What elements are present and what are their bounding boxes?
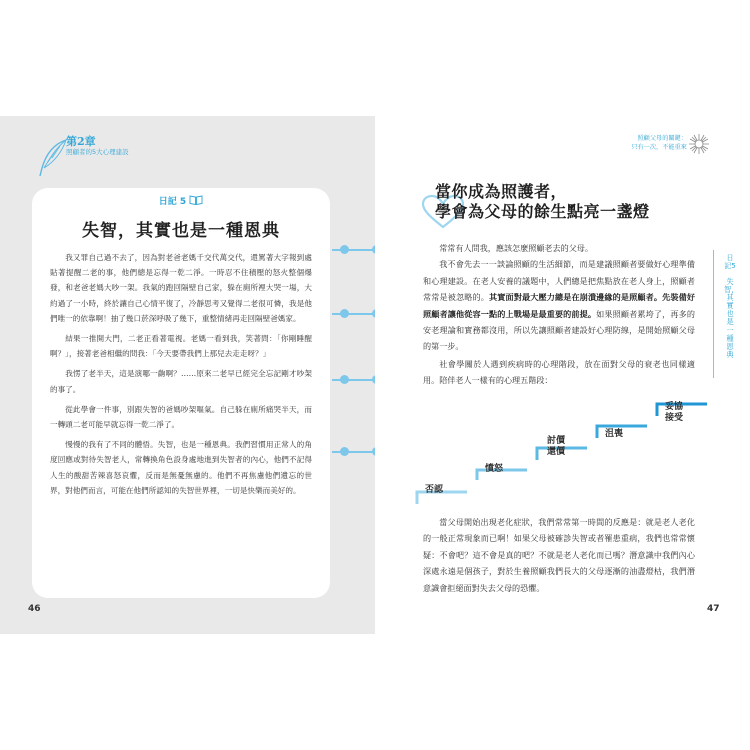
paragraph: 當父母開始出現老化症狀，我們常常第一時間的反應是：就是老人老化的一般正常現象而已啊！如果父母被確診失智或者罹患重病，我們也常常懷疑：不會吧？這不會是真的吧？不就是老人老化而已嗎？潛意識中我們內心深處永遠是個孩子，對於生養照顧我們長大的父母逐漸的油盡燈枯，我們潛意識會拒絕面對失去父母的恐懼。 [423, 517, 695, 593]
paragraph: 社會學關於人遇到疾病時的心理階段，放在面對父母的衰老也同樣適用。陪伴老人一樣有的心理五階段： [423, 359, 695, 386]
diary-paragraph: 慢慢的我有了不同的體悟。失智，也是一種恩典。我們習慣用正常人的角度回應或對待失智老人，常轉換角色設身處地進到失智者的內心，他們不記得人生的酸甜苦辣喜怒哀懼，反而是無憂無慮的。他們不再焦慮他們遺忘的世界，對他們而言，可能在他們所認知的失智世界裡，一切是快樂而美好的。 [50, 440, 312, 495]
stage-anger: 憤怒 [485, 464, 504, 474]
chapter-subtitle: 照顧者的5大心理建設 [66, 148, 129, 156]
diary-paragraph: 我愣了老半天，這是演哪一齣啊？……原來二老早已經完全忘記剛才吵架的事了。 [50, 369, 312, 394]
paragraph: 我不會先去一一談論照顧的生活細節，而是建議照顧者要做好心理準備和心理建設。在老人安養的議題中，人們總是把焦點放在老人身上，照顧者常常是被忽略的。其實面對最大壓力總是在崩潰邊緣的是照顧者。先裝備好照顧者讓他從容一點的上戰場是最重要的前提。如果照顧者累垮了，再多的安老理論和實務都沒用，所以先讓照顧者建設好心理防線，是開始照顧父母的第一步。 [423, 259, 695, 352]
left-page [0, 116, 375, 634]
section-title: 當你成為照護者， 學會為父母的餘生點亮一盞燈 [435, 182, 650, 221]
book-spread [0, 116, 750, 634]
stage-acceptance: 妥協接受 [665, 402, 684, 423]
feather-icon [36, 138, 70, 178]
diary-body [50, 250, 312, 503]
stage-depression: 沮喪 [605, 429, 624, 439]
sun-icon [688, 133, 710, 155]
page-number-left: 46 [28, 604, 41, 614]
body-text-stages-intro [423, 356, 695, 389]
diary-paragraph: 我又罪自己過不去了，因為對老爸老媽千交代萬交代，還罵著大字報到處貼著提醒二老的事，他們總是忘得一乾二淨。一時忍不住積壓的怒火整個爆發，和老爸老媽大吵一架。我氣的跑回隔壁自己家，躲在廁所裡大哭一場，大約過了一小時，終於讓自己心情平復了，冷靜思考又覺得二老很可憐，我是他們唯一的依靠啊！抽了幾口菸深呼吸了幾下，重整情緒再走回隔壁爸媽家。 [50, 253, 312, 323]
diary-title: 失智，其實也是一種恩典 [82, 221, 280, 241]
diary-card [32, 188, 330, 598]
diary-badge: 日記 5 [32, 194, 330, 207]
side-tab-label: 日記5 [724, 254, 736, 270]
chapter-label: 第2章 [66, 135, 96, 148]
body-text-intro [423, 240, 695, 355]
side-tab [713, 250, 750, 378]
page-number-right: 47 [707, 604, 720, 614]
stage-denial: 否認 [425, 485, 444, 495]
diary-paragraph: 從此學會一件事，別跟失智的爸媽吵架嘔氣。自己躲在廁所痛哭半天，而一轉頭二老可能早就忘得一乾二淨了。 [50, 404, 312, 430]
header-note: 照顧父母的關鍵： 只有一次，不能重來 [631, 135, 687, 151]
stage-bargaining: 討價還價 [547, 436, 566, 457]
paragraph: 常常有人問我，應該怎麼照顧老去的父母。 [439, 243, 593, 253]
body-text-closing [423, 514, 695, 596]
right-page [375, 116, 750, 634]
diary-paragraph: 結果一推開大門，二老正看著電視。老媽一看到我，笑著問：「你剛睡醒啊？」，接著老爸相繼的問我：「今天要帶我們上那兒去走走呀？」 [50, 334, 312, 359]
side-tab-text: 失智，其實也是一種恩典 [724, 277, 739, 359]
book-icon [189, 195, 203, 205]
